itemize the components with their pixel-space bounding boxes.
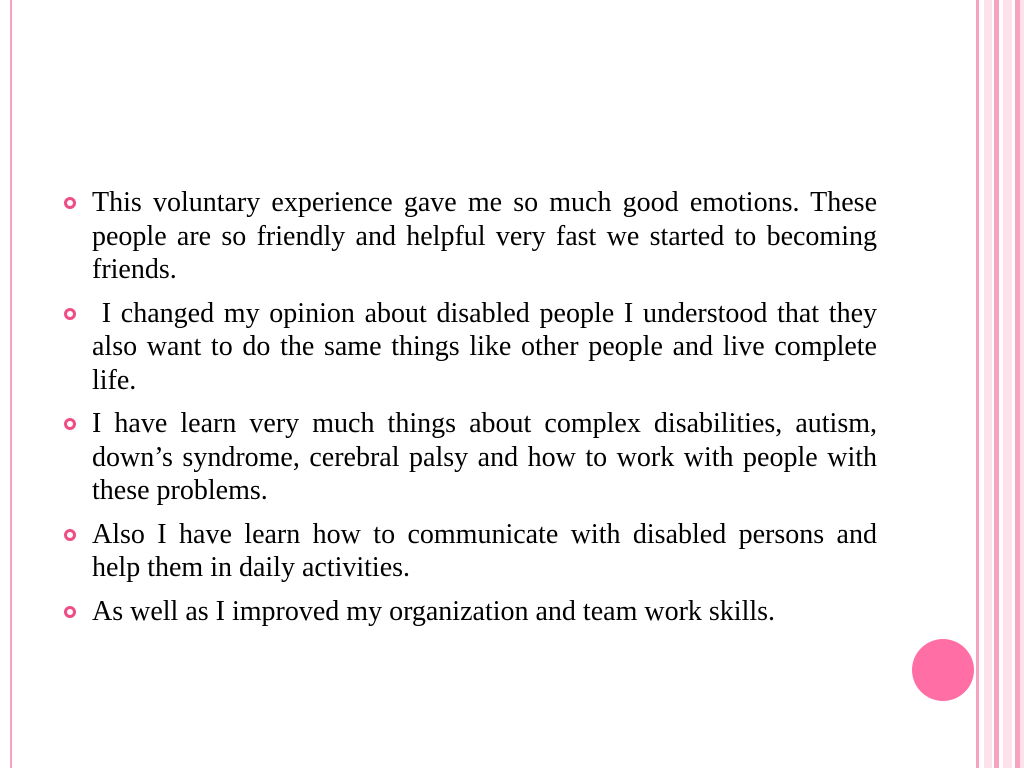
ring-bullet-icon (64, 418, 76, 430)
ring-bullet-icon (64, 606, 76, 618)
ring-bullet-icon (64, 529, 76, 541)
pink-circle-decoration (912, 639, 974, 701)
bullet-text: This voluntary experience gave me so much good emotions. These people are so friendly and helpful very fast we started to becoming friends. (92, 187, 884, 285)
bullet-item (92, 186, 884, 287)
bullet-list (92, 186, 885, 628)
right-stripe-border (976, 0, 1024, 768)
bullet-text: I changed my opinion about disabled people I understood that they also want to do the same things like other people and live complete life. (92, 297, 885, 396)
bullet-text: I have learn very much things about complex disabilities, autism, down’s syndrome, cerebral palsy and how to work with people with these problems. (92, 408, 884, 506)
left-border-line (10, 0, 12, 768)
bullet-text: As well as I improved my organization and team work skills. (92, 595, 776, 627)
bullet-item (92, 297, 885, 398)
bullet-item (92, 518, 884, 585)
ring-bullet-icon (64, 197, 76, 209)
bullet-item (92, 407, 884, 508)
bullet-item (92, 595, 877, 629)
bullet-text: Also I have learn how to communicate with disabled persons and help them in daily activities. (92, 518, 884, 583)
ring-bullet-icon (64, 308, 76, 320)
